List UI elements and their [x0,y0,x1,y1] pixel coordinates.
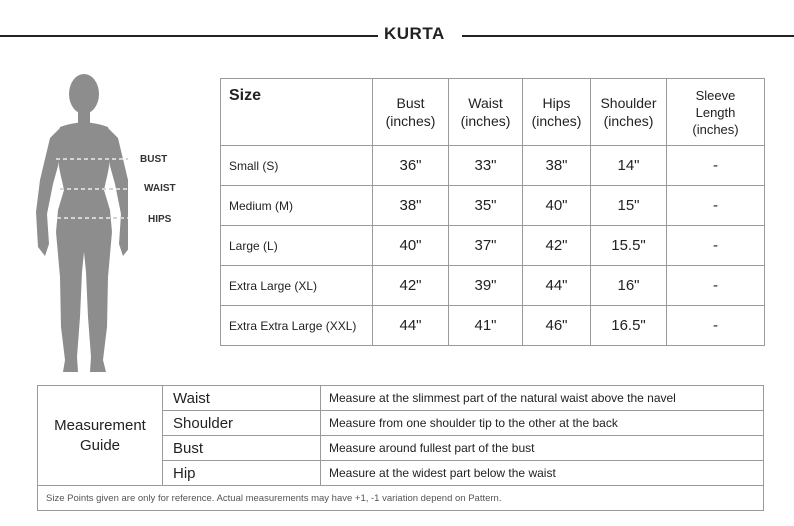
bust-cell: 40" [373,226,449,266]
bust-column-header: Bust (inches) [373,79,449,146]
bust-label: BUST [140,154,168,165]
shoulder-cell: 15" [591,186,667,226]
waist-cell: 37" [449,226,523,266]
title-rule-left [0,35,378,37]
hips-cell: 46" [523,306,591,346]
sleeve-cell: - [667,226,765,266]
guide-item-desc: Measure from one shoulder tip to the other at the back [321,411,764,436]
shoulder-cell: 16" [591,266,667,306]
hips-label: HIPS [148,214,172,225]
guide-item-name: Hip [163,461,321,486]
shoulder-cell: 15.5" [591,226,667,266]
guide-note-row [38,486,764,511]
guide-item-desc: Measure around fullest part of the bust [321,436,764,461]
hips-cell: 38" [523,146,591,186]
size-cell: Extra Large (XL) [221,266,373,306]
guide-row [38,386,764,411]
sleeve-cell: - [667,146,765,186]
sleeve-cell: - [667,266,765,306]
sleeve-cell: - [667,306,765,346]
table-row [221,266,765,306]
table-row [221,226,765,266]
shoulder-cell: 16.5" [591,306,667,346]
guide-item-desc: Measure at the slimmest part of the natural waist above the navel [321,386,764,411]
size-cell: Medium (M) [221,186,373,226]
hips-cell: 42" [523,226,591,266]
size-cell: Large (L) [221,226,373,266]
waist-cell: 35" [449,186,523,226]
guide-item-name: Shoulder [163,411,321,436]
waist-cell: 33" [449,146,523,186]
hips-cell: 40" [523,186,591,226]
page-title: KURTA [384,24,445,43]
waist-label: WAIST [144,183,176,194]
size-column-header: Size [221,79,373,146]
shoulder-cell: 14" [591,146,667,186]
waist-cell: 41" [449,306,523,346]
guide-item-desc: Measure at the widest part below the waist [321,461,764,486]
hips-cell: 44" [523,266,591,306]
table-row [221,306,765,346]
bust-cell: 38" [373,186,449,226]
guide-item-name: Bust [163,436,321,461]
size-cell: Small (S) [221,146,373,186]
body-figure [28,72,176,378]
size-cell: Extra Extra Large (XXL) [221,306,373,346]
table-row [221,146,765,186]
sleeve-cell: - [667,186,765,226]
bust-cell: 44" [373,306,449,346]
body-silhouette-icon [28,72,128,378]
waist-column-header: Waist (inches) [449,79,523,146]
guide-item-name: Waist [163,386,321,411]
hips-column-header: Hips (inches) [523,79,591,146]
sleeve-column-header: Sleeve Length (inches) [667,79,765,146]
title-rule-right [462,35,794,37]
bust-cell: 42" [373,266,449,306]
table-row [221,186,765,226]
title-row [0,24,794,48]
measurement-guide-table [37,385,764,511]
size-chart-header [221,79,765,146]
measurement-guide-title: Measurement Guide [38,386,163,486]
shoulder-column-header: Shoulder (inches) [591,79,667,146]
size-chart-table [220,78,765,346]
waist-cell: 39" [449,266,523,306]
bust-cell: 36" [373,146,449,186]
reference-note: Size Points given are only for reference. Actual measurements may have +1, -1 variation depend on Pattern. [38,486,764,511]
